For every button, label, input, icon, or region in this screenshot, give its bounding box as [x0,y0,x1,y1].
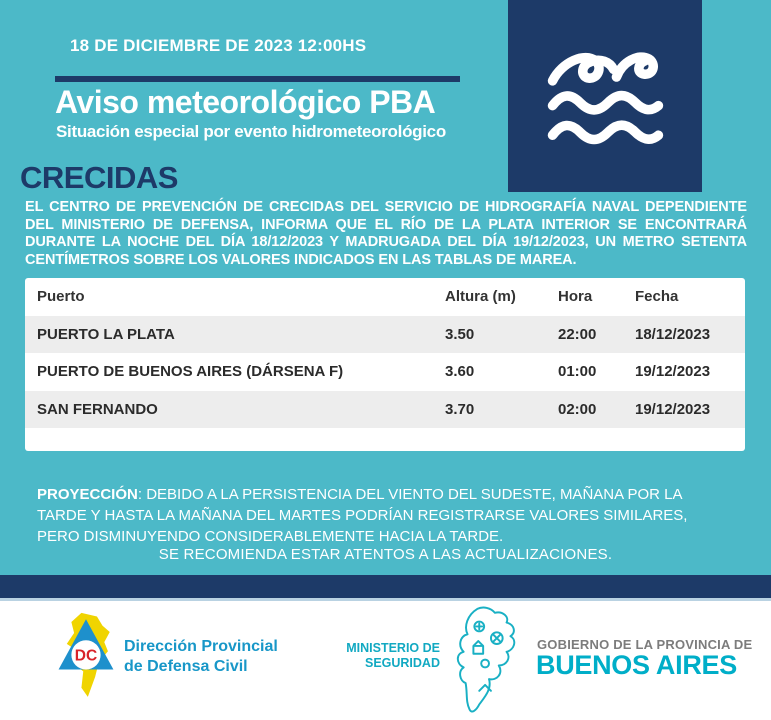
ministerio-line1: MINISTERIO DE [346,641,440,655]
recommendation-text: SE RECOMIENDA ESTAR ATENTOS A LAS ACTUALIZACIONES. [158,546,613,563]
alert-body-text: EL CENTRO DE PREVENCIÓN DE CRECIDAS DEL SERVICIO DE HIDROGRAFÍA NAVAL DEPENDIENTE DEL MINISTERIO DE DEFENSA, INFORMA QUE EL RÍO DE LA PLATA INTERIOR SE ENCONTRARÁ DURANTE LA NOCHE DEL DÍA 18/12/2023 Y MADRUGADA DEL DÍA 19/12/2023, UN METRO SETENTA CENTÍMETROS SOBRE LOS VALORES INDICADOS EN LAS TABLAS DE MAREA. [25,199,747,268]
page-subtitle: Situación especial por evento hidrometeorológico [56,122,446,141]
issue-date: 18 DE DICIEMBRE DE 2023 12:00HS [70,36,367,55]
waves-icon [543,31,667,162]
cell-altura: 3.50 [445,325,475,343]
cell-puerto: SAN FERNANDO [37,400,158,418]
footer-navy-bar [0,575,771,598]
defensa-civil-name [124,637,278,677]
buenos-aires-province-doodle-icon [450,605,528,719]
alert-heading: CRECIDAS [20,160,178,195]
column-header-puerto: Puerto [37,288,85,306]
cell-fecha: 19/12/2023 [635,363,711,381]
wave-badge [508,0,702,192]
table-row [25,353,745,391]
cell-fecha: 18/12/2023 [635,325,711,343]
column-header-altura: Altura (m) [445,288,516,306]
projection-paragraph [37,484,709,547]
tide-table [25,278,745,451]
cell-puerto: PUERTO DE BUENOS AIRES (DÁRSENA F) [37,363,344,381]
table-header-row [25,278,745,316]
projection-text: : DEBIDO A LA PERSISTENCIA DEL VIENTO DEL SUDESTE, MAÑANA POR LA TARDE Y HASTA LA MAÑANA DEL MARTES PODRÍAN REGISTRARSE VALORES SIMILARES, PERO DISMINUYENDO CONSIDERABLEMENTE HACIA LA TARDE. [37,486,688,545]
column-header-fecha: Fecha [635,288,679,306]
defensa-civil-line2: de Defensa Civil [124,658,248,675]
cell-hora: 02:00 [558,400,597,418]
footer [0,601,771,720]
ministerio-seguridad-label [318,641,440,671]
gobierno-provincia-label: GOBIERNO DE LA PROVINCIA DE [537,637,753,652]
cell-fecha: 19/12/2023 [635,400,711,418]
projection-label: PROYECCIÓN [37,486,138,503]
ministerio-line2: SEGURIDAD [364,656,440,670]
cell-hora: 22:00 [558,325,597,343]
cell-puerto: PUERTO LA PLATA [37,325,175,343]
table-row [25,391,745,429]
svg-text:DC: DC [74,647,98,665]
header-divider [55,76,460,82]
defensa-civil-province-icon [54,611,118,705]
buenos-aires-label: BUENOS AIRES [536,650,737,680]
cell-altura: 3.70 [445,400,475,418]
defensa-civil-line1: Dirección Provincial [124,638,278,655]
cell-altura: 3.60 [445,363,475,381]
column-header-hora: Hora [558,288,593,306]
table-row [25,316,745,354]
cell-hora: 01:00 [558,363,597,381]
page-title: Aviso meteorológico PBA [55,84,436,120]
